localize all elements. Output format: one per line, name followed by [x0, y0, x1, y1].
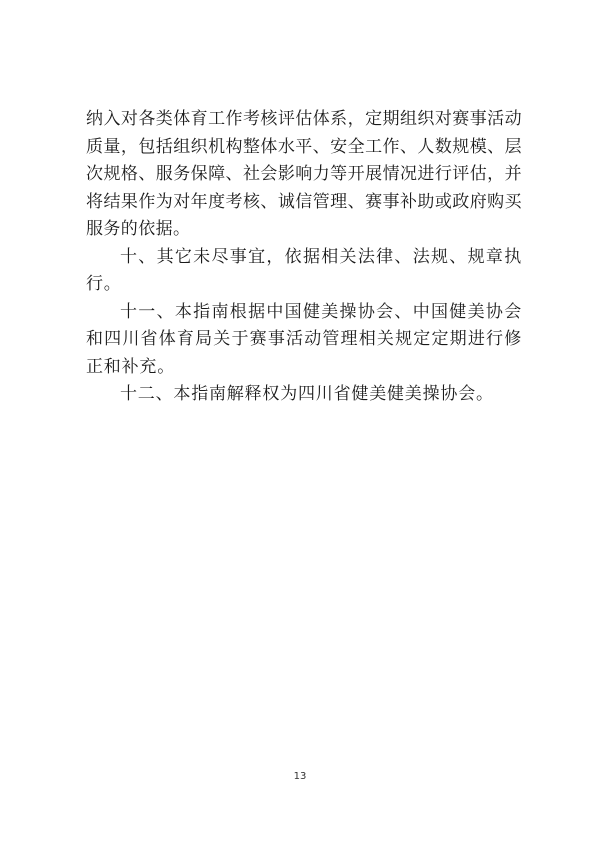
paragraph-clause-twelve: 十二、本指南解释权为四川省健美健美操协会。 — [120, 384, 494, 404]
paragraph-clause-eleven: 十一、本指南根据中国健美操协会、中国健美协会和四川省体育局关于赛事活动管理相关规定定期进行修正和补充。 — [86, 301, 522, 377]
document-body — [86, 106, 522, 409]
page-number: 13 — [293, 771, 307, 782]
paragraph-evaluation-system: 纳入对各类体育工作考核评估体系，定期组织对赛事活动质量，包括组织机构整体水平、安全工作、人数规模、层次规格、服务保障、社会影响力等开展情况进行评估，并将结果作为对年度考核、诚信管理、赛事补助或政府购买服务的依据。 — [86, 109, 522, 239]
paragraph-clause-ten: 十、其它未尽事宜，依据相关法律、法规、规章执行。 — [86, 246, 522, 294]
